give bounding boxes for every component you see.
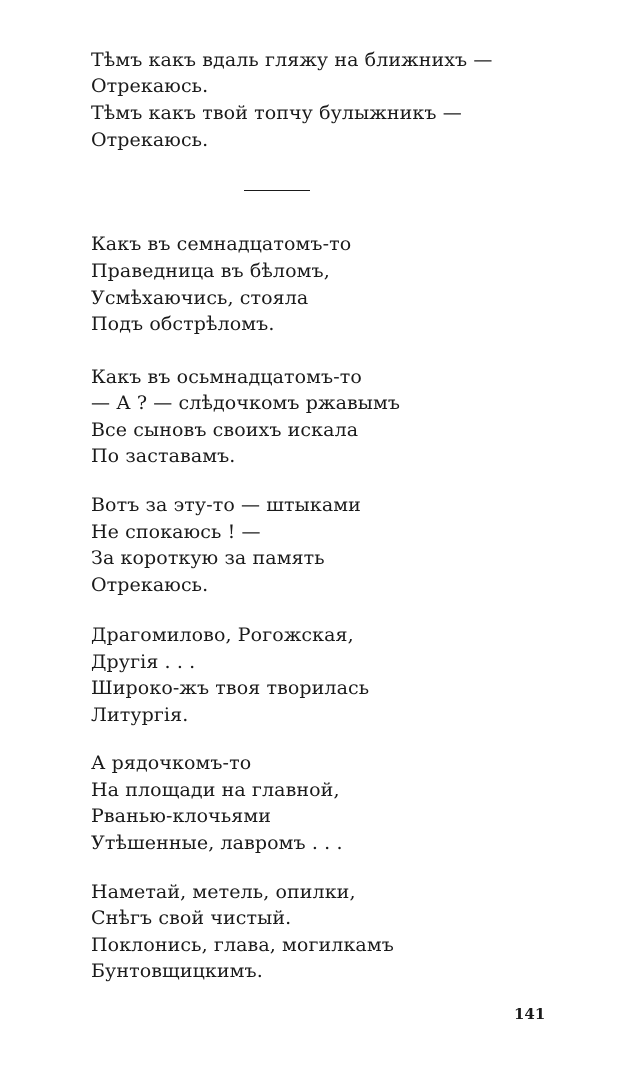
section-divider: [244, 190, 310, 191]
poem-line: Усмѣхаючись, стояла: [91, 287, 309, 309]
poem-line: Отрекаюсь.: [91, 75, 209, 97]
poem-line: Бунтовщицкимъ.: [91, 960, 263, 982]
poem-line: Подъ обстрѣломъ.: [91, 313, 275, 335]
poem-line: Не спокаюсь ! —: [91, 521, 261, 543]
poem-line: Отрекаюсь.: [91, 574, 209, 596]
poem-line: Широко-жъ твоя творилась: [91, 677, 370, 699]
poem-line: Наметай, метель, опилки,: [91, 881, 356, 903]
poem-line: А рядочкомъ-то: [91, 752, 252, 774]
poem-line: Тѣмъ какъ твой топчу булыжникъ —: [91, 102, 462, 124]
poem-line: На площади на главной,: [91, 779, 340, 801]
poem-line: Снѣгъ свой чистый.: [91, 907, 292, 929]
page-number: 141: [514, 1005, 546, 1023]
poem-line: За короткую за память: [91, 547, 325, 569]
poem-line: Другія . . .: [91, 651, 196, 673]
poem-line: Какъ въ семнадцатомъ-то: [91, 233, 352, 255]
poem-line: Праведница въ бѣломъ,: [91, 260, 330, 282]
poem-line: Тѣмъ какъ вдаль гляжу на ближнихъ —: [91, 49, 493, 71]
poem-line: — А ? — слѣдочкомъ ржавымъ: [91, 392, 401, 414]
poem-line: Поклонись, глава, могилкамъ: [91, 934, 394, 956]
poem-line: Отрекаюсь.: [91, 129, 209, 151]
poem-line: Все сыновъ своихъ искала: [91, 419, 359, 441]
poem-line: Рванью-клочьями: [91, 805, 271, 827]
poem-line: Утѣшенные, лавромъ . . .: [91, 832, 343, 854]
poem-line: Какъ въ осьмнадцатомъ-то: [91, 366, 362, 388]
poem-line: Литургія.: [91, 704, 189, 726]
poem-line: Драгомилово, Рогожская,: [91, 624, 354, 646]
poem-line: По заставамъ.: [91, 445, 236, 467]
poem-line: Вотъ за эту-то — штыками: [91, 494, 361, 516]
